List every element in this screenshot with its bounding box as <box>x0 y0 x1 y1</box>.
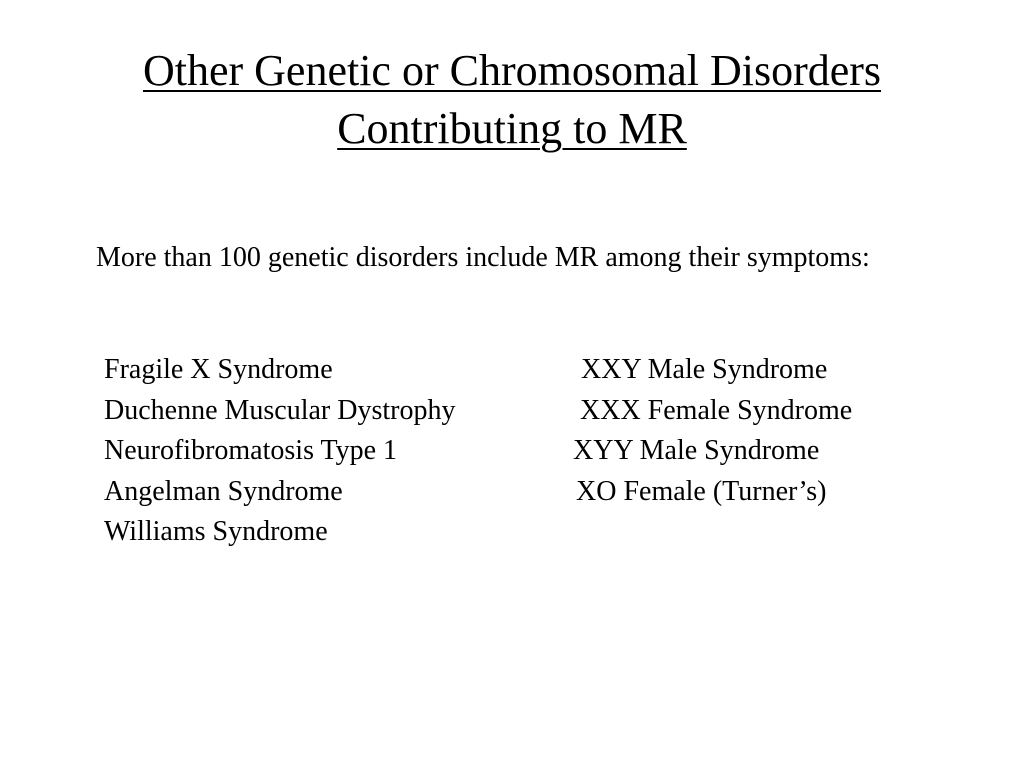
list-item: XXY Male Syndrome <box>581 354 828 385</box>
list-item: XXX Female Syndrome <box>580 394 853 426</box>
list-item: Angelman Syndrome <box>104 475 343 507</box>
list-item: Fragile X Syndrome <box>104 354 333 385</box>
list-item: Neurofibromatosis Type 1 <box>104 435 398 466</box>
list-item: Williams Syndrome <box>104 516 328 547</box>
list-item: Duchenne Muscular Dystrophy <box>104 394 456 426</box>
title-line-1: Other Genetic or Chromosomal Disorders <box>142 46 882 95</box>
slide-title <box>0 42 1024 158</box>
intro-text: More than 100 genetic disorders include MR among their symptoms: <box>96 242 870 273</box>
disorder-list-right <box>573 350 852 512</box>
title-line-2: Contributing to MR <box>337 104 687 153</box>
list-item: XO Female (Turner’s) <box>576 475 827 507</box>
list-item: XYY Male Syndrome <box>573 435 820 466</box>
disorder-list-left <box>104 350 455 553</box>
